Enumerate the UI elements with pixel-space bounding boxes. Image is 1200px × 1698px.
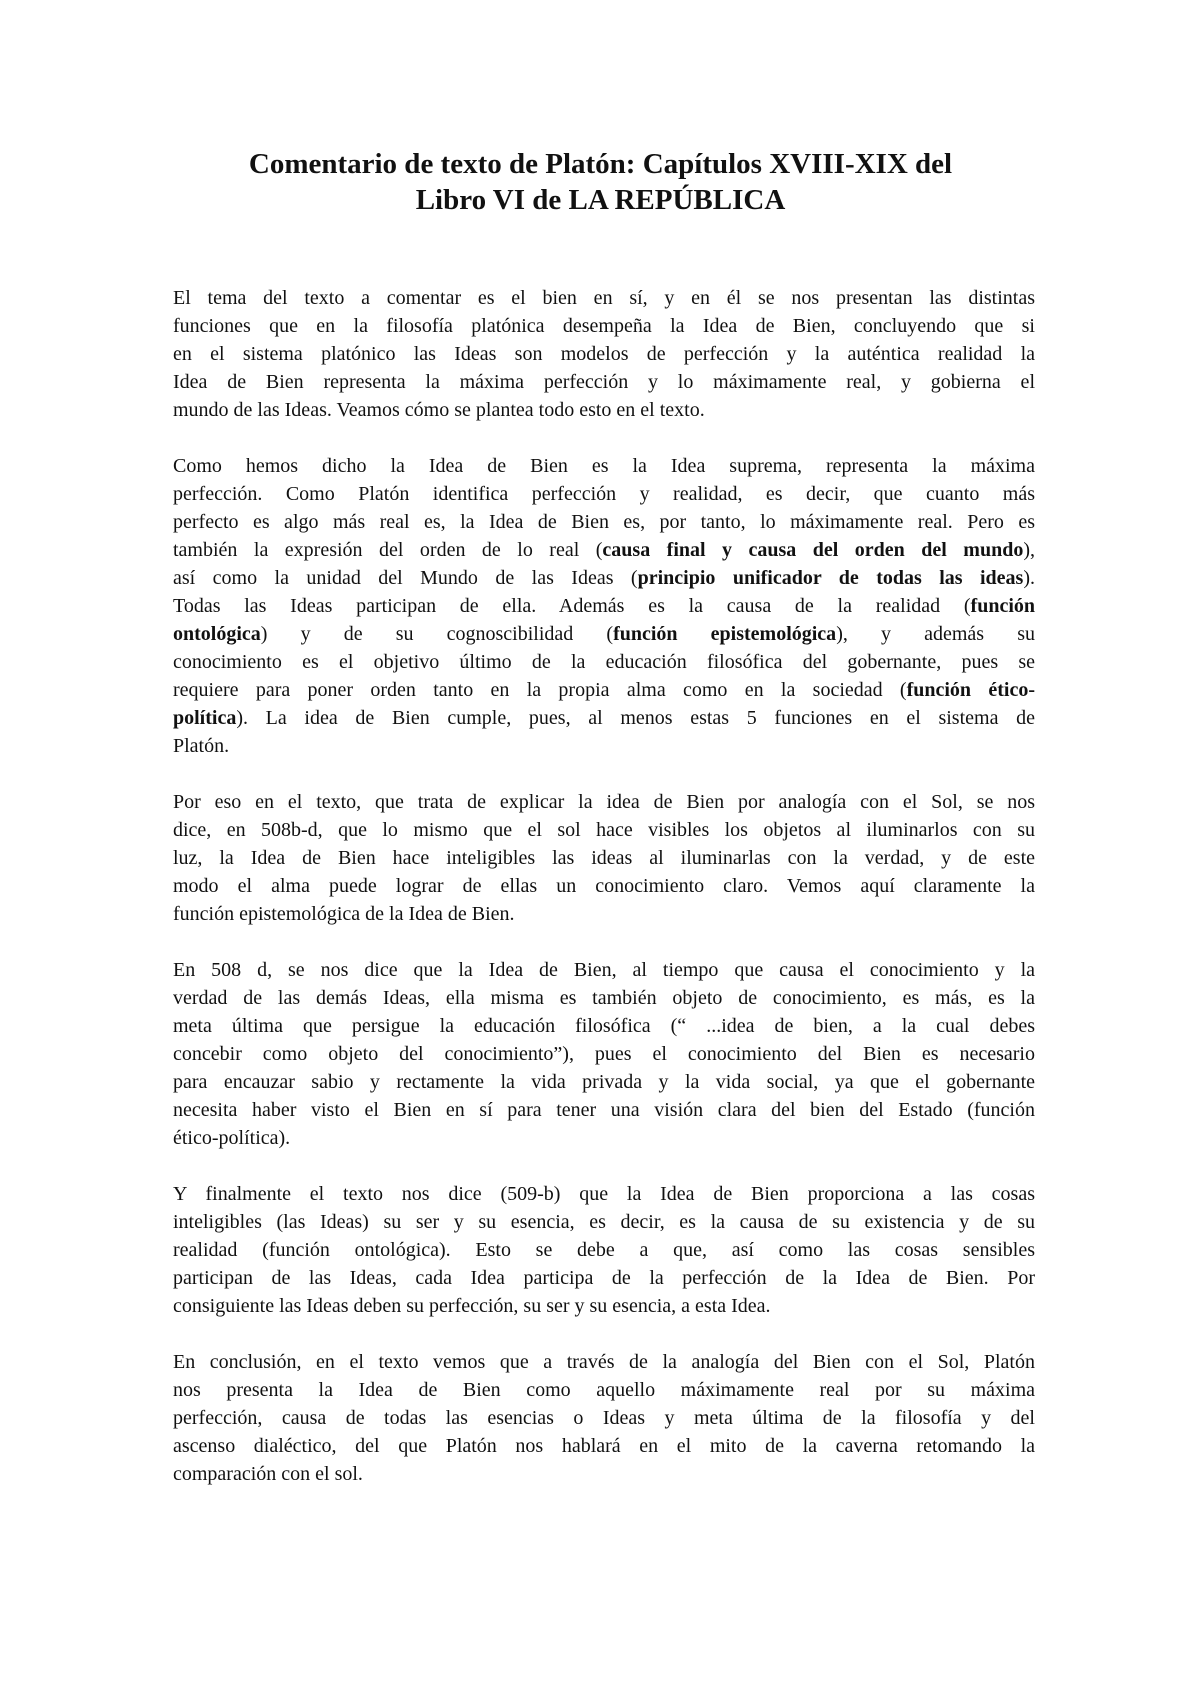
text-line: El tema del texto a comentar es el bien en sí, y en él se nos presentan las distintas xyxy=(173,287,1035,309)
text-line: dice, en 508b-d, que lo mismo que el sol hace visibles los objetos al iluminarlos con su xyxy=(173,819,1035,841)
text-line xyxy=(173,564,1035,592)
title-line: Comentario de texto de Platón: Capítulos XVIII-XIX del xyxy=(248,148,953,180)
text-run: ). La idea de Bien cumple, pues, al menos estas 5 funciones en el sistema de xyxy=(236,707,1035,729)
text-line: concebir como objeto del conocimiento”), pues el conocimiento del Bien es necesario xyxy=(173,1043,1035,1065)
paragraph-2 xyxy=(173,452,1035,760)
paragraph-5 xyxy=(173,1180,1035,1320)
bold-term: principio unificador de todas las ideas xyxy=(637,567,1024,589)
text-line xyxy=(173,592,1035,620)
text-line: mundo de las Ideas. Veamos cómo se plantea todo esto en el texto. xyxy=(173,399,705,421)
text-line: funciones que en la filosofía platónica desempeña la Idea de Bien, concluyendo que si xyxy=(173,315,1035,337)
text-line: ético-política). xyxy=(173,1127,291,1149)
paragraph-1 xyxy=(173,284,1035,424)
text-line: inteligibles (las Ideas) su ser y su esencia, es decir, es la causa de su existencia y de su xyxy=(173,1211,1035,1233)
text-line: Como hemos dicho la Idea de Bien es la Idea suprema, representa la máxima xyxy=(173,455,1035,477)
text-run: también la expresión del orden de lo real ( xyxy=(173,539,603,561)
text-line xyxy=(173,704,1035,732)
text-line: nos presenta la Idea de Bien como aquello máximamente real por su máxima xyxy=(173,1379,1035,1401)
title-line: Libro VI de LA REPÚBLICA xyxy=(415,184,786,216)
text-line: luz, la Idea de Bien hace inteligibles las ideas al iluminarlas con la verdad, y de este xyxy=(173,847,1035,869)
text-line: ascenso dialéctico, del que Platón nos hablará en el mito de la caverna retomando la xyxy=(173,1435,1035,1457)
text-line: Y finalmente el texto nos dice (509-b) que la Idea de Bien proporciona a las cosas xyxy=(173,1183,1035,1205)
text-line xyxy=(173,536,1035,564)
bold-term: función epistemológica xyxy=(613,623,837,645)
text-line: conocimiento es el objetivo último de la educación filosófica del gobernante, pues se xyxy=(173,651,1035,673)
text-line: perfecto es algo más real es, la Idea de Bien es, por tanto, lo máximamente real. Pero es xyxy=(173,511,1035,533)
text-line: Platón. xyxy=(173,735,230,757)
text-run: así como la unidad del Mundo de las Ideas ( xyxy=(173,567,638,589)
bold-term: política xyxy=(173,707,237,729)
text-run: ), xyxy=(1023,539,1035,561)
document-body xyxy=(173,284,1035,1516)
text-line: Idea de Bien representa la máxima perfección y lo máximamente real, y gobierna el xyxy=(173,371,1035,393)
document-title xyxy=(173,146,1028,218)
text-run: requiere para poner orden tanto en la propia alma como en la sociedad ( xyxy=(173,679,907,701)
bold-term: causa final y causa del orden del mundo xyxy=(602,539,1024,561)
text-line xyxy=(173,676,1035,704)
paragraph-3 xyxy=(173,788,1035,928)
paragraph-4 xyxy=(173,956,1035,1152)
text-line: para encauzar sabio y rectamente la vida privada y la vida social, ya que el gobernante xyxy=(173,1071,1035,1093)
bold-term: función ético- xyxy=(906,679,1035,701)
bold-term: ontológica xyxy=(173,623,261,645)
text-line xyxy=(173,620,1035,648)
bold-term: función xyxy=(970,595,1035,617)
text-line: perfección, causa de todas las esencias o Ideas y meta última de la filosofía y del xyxy=(173,1407,1035,1429)
text-line: función epistemológica de la Idea de Bien. xyxy=(173,903,515,925)
text-line: comparación con el sol. xyxy=(173,1463,363,1485)
text-run: Todas las Ideas participan de ella. Además es la causa de la realidad ( xyxy=(173,595,971,617)
text-line: En conclusión, en el texto vemos que a través de la analogía del Bien con el Sol, Platón xyxy=(173,1351,1035,1373)
text-run: ) y de su cognoscibilidad ( xyxy=(260,623,614,645)
text-line: perfección. Como Platón identifica perfección y realidad, es decir, que cuanto más xyxy=(173,483,1035,505)
text-run: ). xyxy=(1023,567,1036,589)
text-line: consiguiente las Ideas deben su perfección, su ser y su esencia, a esta Idea. xyxy=(173,1295,771,1317)
text-run: ), y además su xyxy=(836,623,1035,645)
text-line: verdad de las demás Ideas, ella misma es también objeto de conocimiento, es más, es la xyxy=(173,987,1035,1009)
text-line: participan de las Ideas, cada Idea participa de la perfección de la Idea de Bien. Por xyxy=(173,1267,1035,1289)
text-line: necesita haber visto el Bien en sí para tener una visión clara del bien del Estado (función xyxy=(173,1099,1035,1121)
paragraph-6 xyxy=(173,1348,1035,1488)
text-line: modo el alma puede lograr de ellas un conocimiento claro. Vemos aquí claramente la xyxy=(173,875,1035,897)
text-line: En 508 d, se nos dice que la Idea de Bien, al tiempo que causa el conocimiento y la xyxy=(173,959,1035,981)
text-line: Por eso en el texto, que trata de explicar la idea de Bien por analogía con el Sol, se nos xyxy=(173,791,1035,813)
text-line: meta última que persigue la educación filosófica (“ ...idea de bien, a la cual debes xyxy=(173,1015,1035,1037)
text-line: en el sistema platónico las Ideas son modelos de perfección y la auténtica realidad la xyxy=(173,343,1035,365)
text-line: realidad (función ontológica). Esto se debe a que, así como las cosas sensibles xyxy=(173,1239,1035,1261)
